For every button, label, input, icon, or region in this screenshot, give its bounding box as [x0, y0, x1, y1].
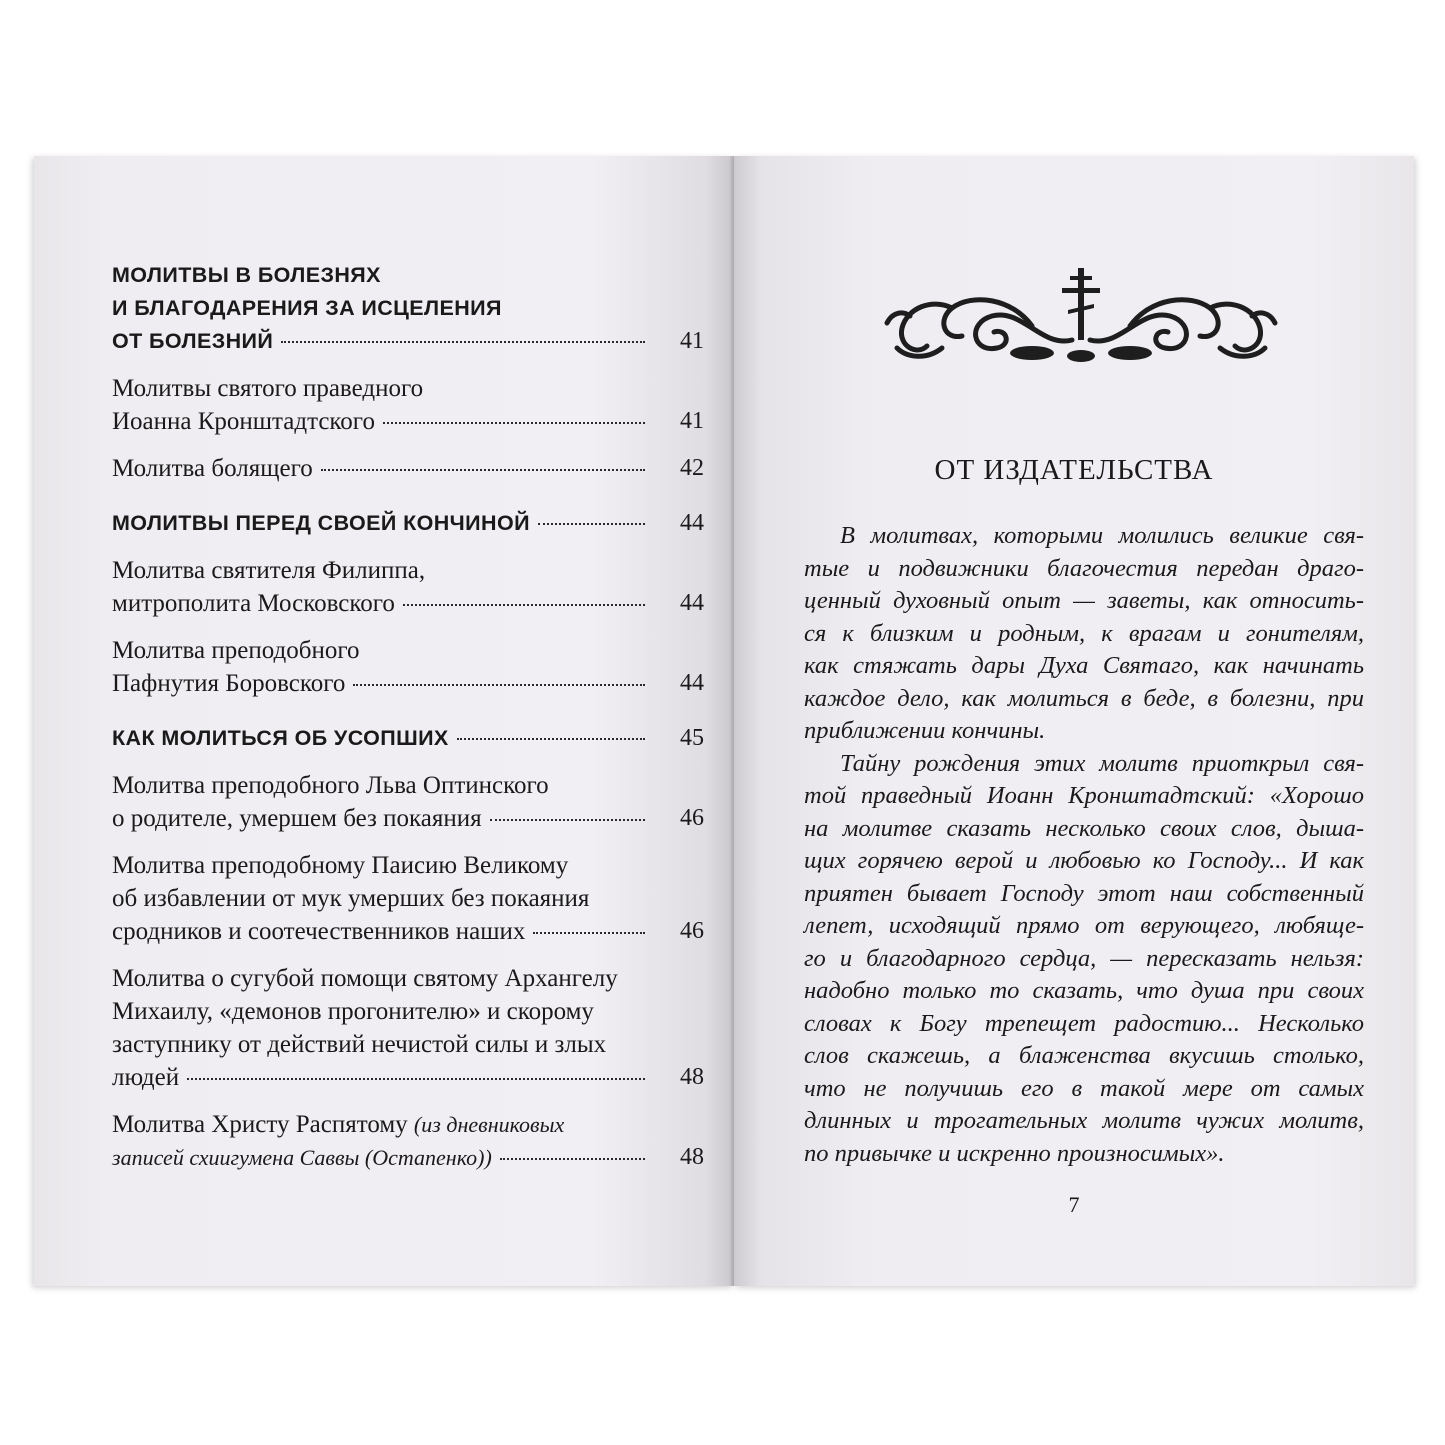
toc-entry-line: людей: [112, 1064, 180, 1091]
toc-entry-line: Молитвы святого праведного: [112, 375, 424, 402]
toc-page-number: 42: [680, 455, 704, 481]
toc-page-number: 45: [680, 725, 704, 751]
toc-entry-line: о родителе, умершем без покаяния: [112, 805, 482, 832]
toc-entry: [112, 634, 704, 700]
toc-page-number: 41: [680, 408, 704, 434]
toc-section-heading: [112, 722, 704, 755]
text-line: Тайну рождения этих молитв приоткрыл свя-: [840, 749, 1364, 777]
toc-last-line2: записей схиигумена Саввы (Остапенко)): [112, 1145, 492, 1170]
dot-leader: [490, 818, 645, 821]
toc-entry: [112, 372, 704, 438]
toc-page-number: 44: [680, 590, 704, 616]
toc-entry-line: Пафнутия Боровского: [112, 670, 346, 697]
toc-last-line1-italic: (из дневниковых: [413, 1112, 565, 1137]
text-line: ся к близким и родным, к врагам и гонителям,: [804, 619, 1364, 647]
body-text: [804, 520, 1364, 1170]
text-line: что не получишь его в такой мере от самых: [804, 1074, 1364, 1102]
toc-entry-line: Молитва о сугубой помощи святому Архангелу: [112, 965, 618, 992]
right-page: [734, 156, 1414, 1286]
toc-entry-line: ОТ БОЛЕЗНИЙ: [112, 329, 274, 353]
toc-entry-line: КАК МОЛИТЬСЯ ОБ УСОПШИХ: [112, 726, 449, 750]
text-line: на молитве сказать несколько своих слов, дыша-: [804, 814, 1364, 842]
toc-entry-line: МОЛИТВЫ ПЕРЕД СВОЕЙ КОНЧИНОЙ: [112, 511, 530, 535]
toc-entry: [112, 554, 704, 620]
toc-entry-line: Молитва преподобного Льва Оптинского: [112, 772, 549, 799]
toc-entry-line: сродников и соотечественников наших: [112, 918, 526, 945]
text-line: В молитвах, которыми молились великие свя-: [840, 522, 1364, 549]
open-book: [34, 156, 1414, 1286]
text-line: щих горячею верой и любовью ко Господу... И как: [804, 847, 1364, 874]
toc-entry-line: Иоанна Кронштадтского: [112, 408, 375, 435]
text-line: надобно только то сказать, что душа при своих: [804, 977, 1364, 1004]
toc-entry-line: Молитва преподобному Паисию Великому: [112, 852, 569, 879]
dot-leader: [538, 522, 645, 525]
dot-leader: [533, 931, 645, 934]
text-line: каждое дело, как молиться в беде, в болезни, при: [804, 684, 1364, 712]
toc-entry-last: [112, 1108, 704, 1174]
toc-page-number: 46: [680, 805, 704, 831]
toc-last-line1-regular: Молитва Христу Распятому: [112, 1111, 414, 1138]
text-line: тые и подвижники благочестия передан драго-: [804, 554, 1364, 582]
page-number: 7: [1068, 1192, 1080, 1217]
toc-page-number: 46: [680, 918, 704, 944]
toc-page-number: 44: [680, 510, 704, 536]
text-line: как стяжать дары Духа Святаго, как начинать: [804, 652, 1364, 679]
toc-section-heading: [112, 507, 704, 540]
toc-entry: [112, 849, 704, 948]
toc-entry: [112, 452, 704, 485]
dot-leader: [187, 1077, 645, 1080]
toc-entry-line: Молитва преподобного: [112, 637, 360, 664]
text-line: го и благодарного сердца, — пересказать нельзя:: [804, 944, 1364, 972]
paragraph-intro: [804, 520, 1364, 748]
text-line: словах к Богу трепещет радостию... Несколько: [804, 1009, 1364, 1037]
text-line: по привычке и искренно произносимых».: [804, 1139, 1225, 1167]
dot-leader: [457, 737, 645, 740]
dot-leader: [500, 1157, 645, 1160]
toc-page-number: 41: [680, 328, 704, 354]
dot-leader: [383, 421, 645, 424]
toc-entry-line: об избавлении от мук умерших без покаяния: [112, 885, 590, 912]
toc-page-number: 44: [680, 670, 704, 696]
text-line: слов скажешь, а блаженства вкусишь столько,: [804, 1042, 1364, 1069]
table-of-contents: [112, 259, 704, 1188]
toc-entry: [112, 962, 704, 1094]
toc-page-number: 48: [680, 1064, 704, 1090]
toc-entry-line: митрополита Московского: [112, 590, 395, 617]
text-line: приятен бывает Господу этот наш собственный: [804, 879, 1364, 907]
paragraph-quote: [804, 748, 1364, 1171]
toc-entry-line: Молитва болящего: [112, 455, 313, 482]
text-line: лепет, исходящий прямо от верующего, любяще-: [804, 912, 1364, 939]
toc-entry-line: Молитва святителя Филиппа,: [112, 557, 426, 584]
toc-page-number: 48: [680, 1144, 704, 1170]
dot-leader: [321, 468, 645, 471]
text-line: длинных и трогательных молитв чужих молитв,: [804, 1107, 1364, 1134]
dot-leader: [353, 683, 645, 686]
toc-entry-line: заступнику от действий нечистой силы и злых: [112, 1031, 607, 1058]
dot-leader: [403, 603, 645, 606]
dot-leader: [281, 340, 645, 343]
cross-ornament-icon: [882, 268, 1282, 368]
toc-entry: [112, 769, 704, 835]
text-line: приближении кончины.: [804, 717, 1046, 744]
toc-section-heading: [112, 259, 704, 358]
text-line: ценный духовный опыт — заветы, как относить-: [804, 587, 1364, 614]
left-page: [34, 156, 734, 1286]
section-title: ОТ ИЗДАТЕЛЬСТВА: [934, 454, 1214, 486]
text-line: той праведный Иоанн Кронштадтский: «Хорошо: [804, 782, 1364, 809]
toc-entry-line: МОЛИТВЫ В БОЛЕЗНЯХ: [112, 263, 381, 287]
toc-entry-line: И БЛАГОДАРЕНИЯ ЗА ИСЦЕЛЕНИЯ: [112, 296, 502, 320]
toc-entry-line: Михаилу, «демонов прогонителю» и скорому: [112, 998, 594, 1025]
